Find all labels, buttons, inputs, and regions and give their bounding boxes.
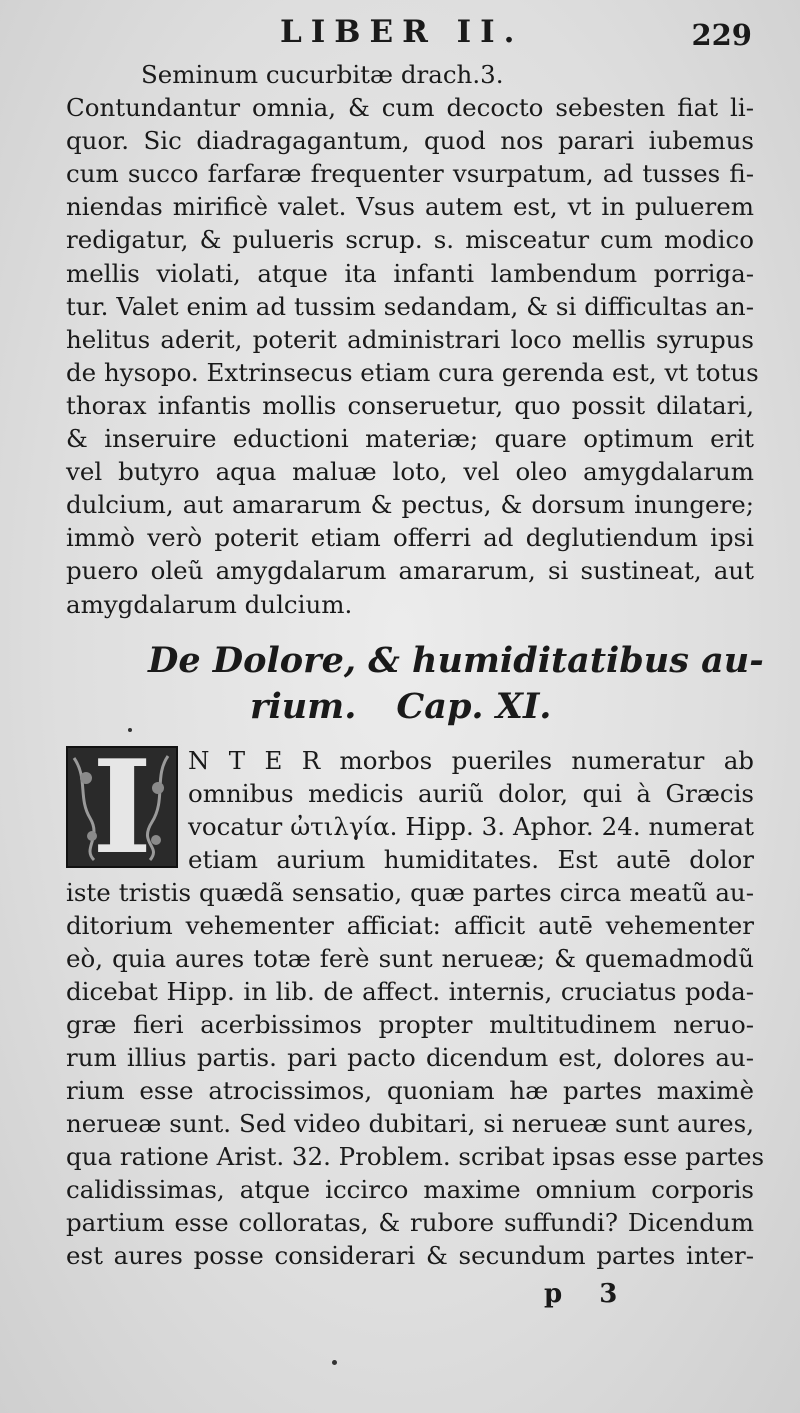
text-line: Seminum cucurbitæ drach.3. [141,60,504,89]
text-line: rium esse atrocissimos, quoniam hæ partes maximè [66,1076,754,1105]
chapter-heading-line2-text: rium. [250,686,357,727]
text-line: rum illius partis. pari pacto dicendum est, dolores au- [66,1043,754,1072]
text-line: thorax infantis mollis conseruetur, quo possit dilatari, [66,390,754,420]
text-line: Contundantur omnia, & cum decocto sebesten fiat li- [66,93,754,123]
text-line: quor. Sic diadragagantum, quod nos parari iubemus [66,126,754,156]
text-line: calidissimas, atque iccirco maxime omnium corporis [66,1175,754,1204]
chapter-heading-line2 [70,684,760,730]
text-line: ditorium vehementer afficiat: afficit autē vehementer [66,911,754,940]
text-line: dicebat Hipp. in lib. de affect. internis, cruciatus poda- [66,977,754,1006]
text-line: amygdalarum dulcium. [66,589,353,619]
text-line: vel butyro aqua maluæ loto, vel oleo amygdalarum [66,457,754,487]
text-line: nerueæ sunt. Sed video dubitari, si nerueæ sunt aures, [66,1109,754,1138]
text-line: mellis violati, atque ita infanti lambendum porriga- [66,258,754,288]
chapter-number: Cap. XI. [396,686,552,727]
text-line: immò verò poterit etiam offerri ad deglutiendum ipsi [66,523,754,553]
text-line: helitus aderit, poterit administrari loco mellis syrupus [66,324,754,354]
text-line: etiam aurium humiditates. Est autē dolor [188,845,754,874]
chapter-heading [70,638,764,730]
chapter-heading-line1: De Dolore, & humiditatibus au- [148,640,764,681]
page-number: 229 [691,18,752,52]
ink-speck [128,728,132,732]
text-line: vocatur ὠτιλγία. Hipp. 3. Aphor. 24. numerat [188,812,754,841]
text-line: dulcium, aut amararum & pectus, & dorsum inungere; [66,490,754,520]
text-line: qua ratione Arist. 32. Problem. scribat ipsas esse partes [66,1142,765,1171]
body-text [66,58,759,621]
text-line: est aures posse considerari & secundum partes inter- [66,1241,754,1270]
text-line: omnibus medicis auriũ dolor, qui à Græcis [188,779,754,808]
text-line: redigatur, & pulueris scrup. s. misceatur cum modico [66,225,754,255]
text-line: de hysopo. Extrinsecus etiam cura gerenda est, vt totus [66,357,759,387]
catchword-signature: p 3 [544,1279,632,1309]
text-line: cum succo farfaræ frequenter vsurpatum, ad tusses fi- [66,159,754,189]
text-line: iste tristis quædã sensatio, quæ partes circa meatũ au- [66,878,754,907]
text-line: eò, quia aures totæ ferè sunt nerueæ; & quemadmodũ [66,944,754,973]
text-line: græ fieri acerbissimos propter multitudinem neruo- [66,1010,754,1039]
initial-letter: I [92,746,152,868]
text-line: & inseruire eductioni materiæ; quare optimum erit [66,424,754,454]
running-title: LIBER II. [280,14,524,50]
text-line: partium esse colloratas, & rubore suffundi? Dicendum [66,1208,754,1237]
text-line: tur. Valet enim ad tussim sedandam, & si difficultas an- [66,291,754,321]
chapter-text [66,744,765,1272]
text-line: N T E R morbos pueriles numeratur ab [188,746,754,775]
page-header [0,14,800,54]
text-line: niendas mirificè valet. Vsus autem est, vt in puluerem [66,192,754,222]
text-line: puero oleũ amygdalarum amararum, si sustineat, aut [66,556,754,586]
ink-speck [332,1360,337,1365]
